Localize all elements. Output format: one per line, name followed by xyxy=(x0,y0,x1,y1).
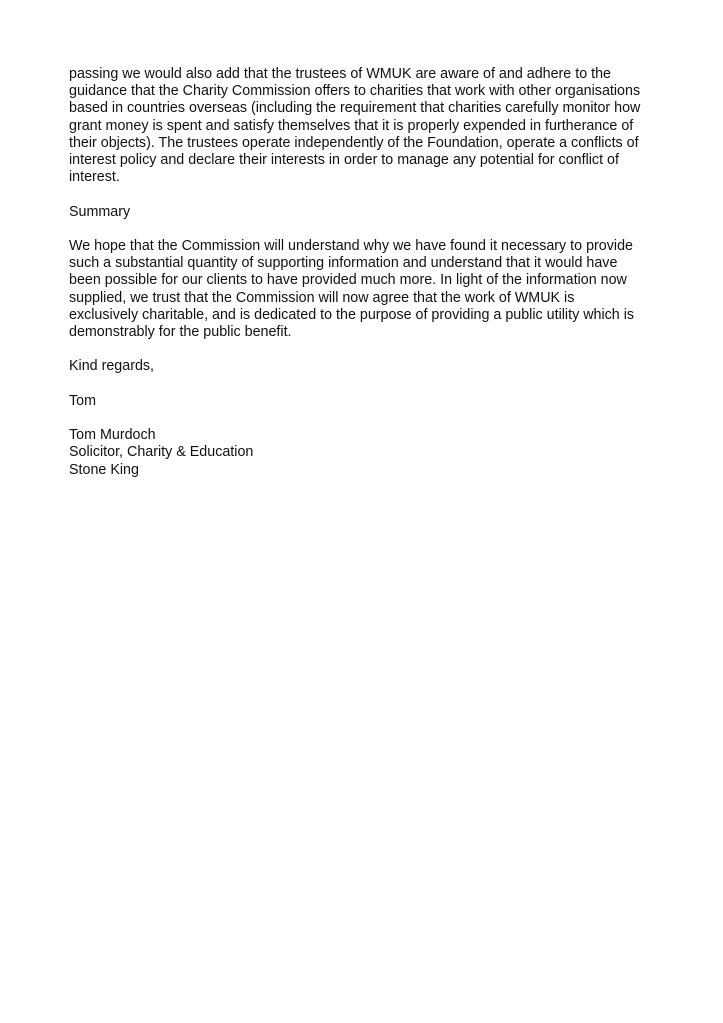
signature-first-name: Tom xyxy=(69,392,97,409)
paragraph-trustees: passing we would also add that the trustees of WMUK are aware of and adhere to the guidance that the Charity Commission offers to charities that work with other organisations based in countries overseas (including the requirement that charities carefully monitor how grant money is spent and satisfy themselves that it is properly expended in furtherance of their objects). The trustees operate independently of the Foundation, operate a conflicts of interest policy and declare their interests in order to manage any potential for conflict of interest. xyxy=(69,66,641,186)
signatory-title: Solicitor, Charity & Education xyxy=(69,444,254,461)
paragraph-summary: We hope that the Commission will understand why we have found it necessary to provide such a substantial quantity of supporting information and understand that it would have been possible for our clients to have provided much more. In light of the information now supplied, we trust that the Commission will now agree that the work of WMUK is exclusively charitable, and is dedicated to the purpose of providing a public utility which is demonstrably for the public benefit. xyxy=(69,238,635,341)
signatory-firm: Stone King xyxy=(69,461,139,478)
closing-salutation: Kind regards, xyxy=(69,358,155,375)
signature-block xyxy=(69,427,669,479)
signatory-name: Tom Murdoch xyxy=(69,427,156,444)
letter-body xyxy=(69,66,669,479)
summary-heading: Summary xyxy=(69,203,131,220)
